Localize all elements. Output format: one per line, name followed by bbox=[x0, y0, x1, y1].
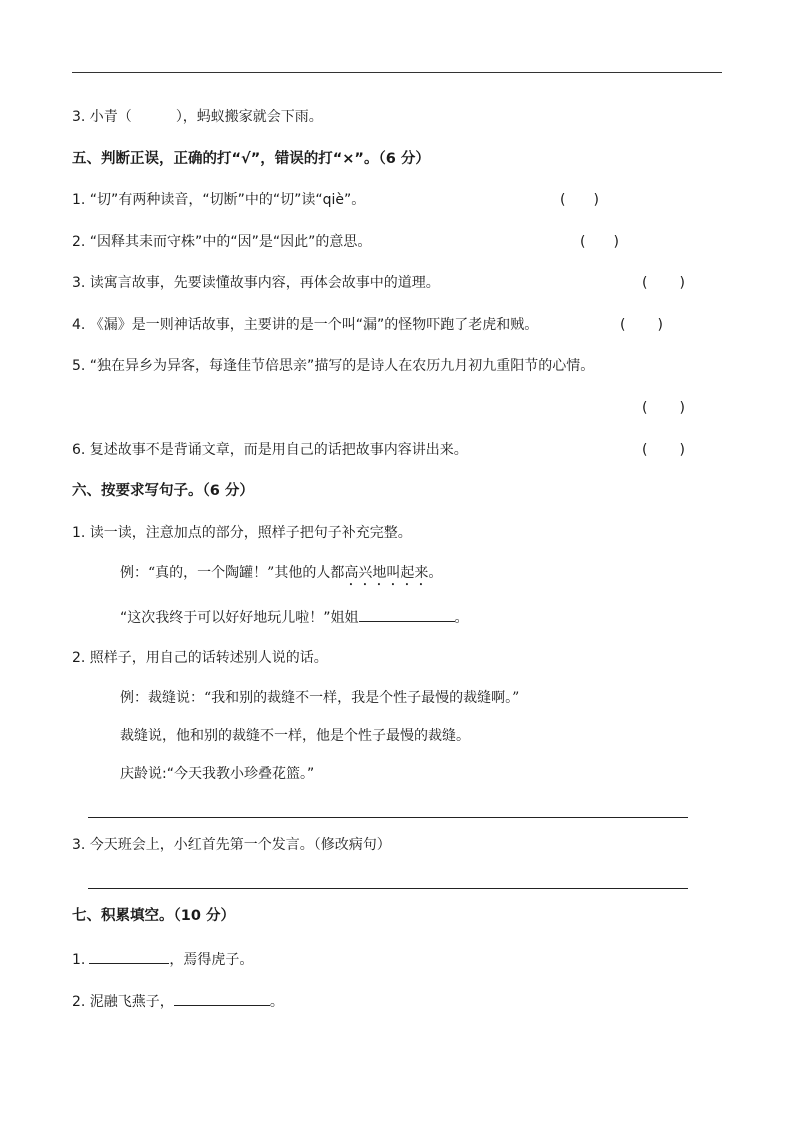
s5-question-2: 2. “因释其耒而守株”中的“因”是“因此”的意思。 bbox=[72, 234, 372, 250]
s5-question-3: 3. 读寓言故事，先要读懂故事内容，再体会故事中的道理。 bbox=[72, 275, 440, 291]
emphasis-dotted-text: 高兴地叫起来 bbox=[344, 565, 429, 581]
fill-blank-1[interactable] bbox=[359, 607, 455, 622]
s6-question-2-prompt: 庆龄说:“今天我教小珍叠花篮。” bbox=[120, 766, 315, 782]
section-5-title: 五、判断正误，正确的打“√”，错误的打“×”。（6 分） bbox=[72, 151, 430, 167]
s5-answer-2-paren[interactable]: ( ) bbox=[580, 234, 619, 250]
s6-question-1: 1. 读一读，注意加点的部分，照样子把句子补充完整。 bbox=[72, 525, 412, 541]
s6-example-1: 例：“真的，一个陶罐！”其他的人都高兴地叫起来。 bbox=[120, 565, 443, 581]
s5-answer-3-paren[interactable]: ( ) bbox=[642, 275, 685, 291]
s4-question-3: 3. 小青（ ），蚂蚁搬家就会下雨。 bbox=[72, 109, 323, 125]
header-rule bbox=[72, 72, 722, 73]
s6-question-3: 3. 今天班会上，小红首先第一个发言。（修改病句） bbox=[72, 837, 391, 853]
s5-question-1: 1. “切”有两种读音，“切断”中的“切”读“qiè”。 bbox=[72, 192, 366, 208]
section-7-title: 七、积累填空。（10 分） bbox=[72, 908, 235, 924]
fill-blank-2[interactable] bbox=[89, 949, 169, 964]
s7-question-1: 1. ，焉得虎子。 bbox=[72, 949, 253, 970]
section-6-title: 六、按要求写句子。（6 分） bbox=[72, 483, 254, 499]
fill-blank-3[interactable] bbox=[174, 991, 270, 1006]
s5-answer-1-paren[interactable]: ( ) bbox=[560, 192, 599, 208]
answer-line-1[interactable] bbox=[88, 817, 688, 818]
s6-question-1-fill: “这次我终于可以好好地玩儿啦！”姐姐 。 bbox=[120, 607, 469, 628]
s5-answer-6-paren[interactable]: ( ) bbox=[642, 442, 685, 458]
s6-example-2-report: 裁缝说，他和别的裁缝不一样，他是个性子最慢的裁缝。 bbox=[120, 728, 470, 744]
s5-answer-4-paren[interactable]: ( ) bbox=[620, 317, 663, 333]
s5-question-6: 6. 复述故事不是背诵文章，而是用自己的话把故事内容讲出来。 bbox=[72, 442, 468, 458]
s5-question-4: 4. 《漏》是一则神话故事，主要讲的是一个叫“漏”的怪物吓跑了老虎和贼。 bbox=[72, 317, 539, 333]
s5-question-5: 5. “独在异乡为异客，每逢佳节倍思亲”描写的是诗人在农历九月初九重阳节的心情。 bbox=[72, 358, 595, 374]
s7-question-2: 2. 泥融飞燕子， 。 bbox=[72, 991, 284, 1012]
s6-question-2: 2. 照样子，用自己的话转述别人说的话。 bbox=[72, 650, 328, 666]
answer-line-2[interactable] bbox=[88, 888, 688, 889]
s6-example-2-quote: 例：裁缝说：“我和别的裁缝不一样，我是个性子最慢的裁缝啊。” bbox=[120, 690, 520, 706]
s5-answer-5-paren[interactable]: ( ) bbox=[642, 400, 685, 416]
